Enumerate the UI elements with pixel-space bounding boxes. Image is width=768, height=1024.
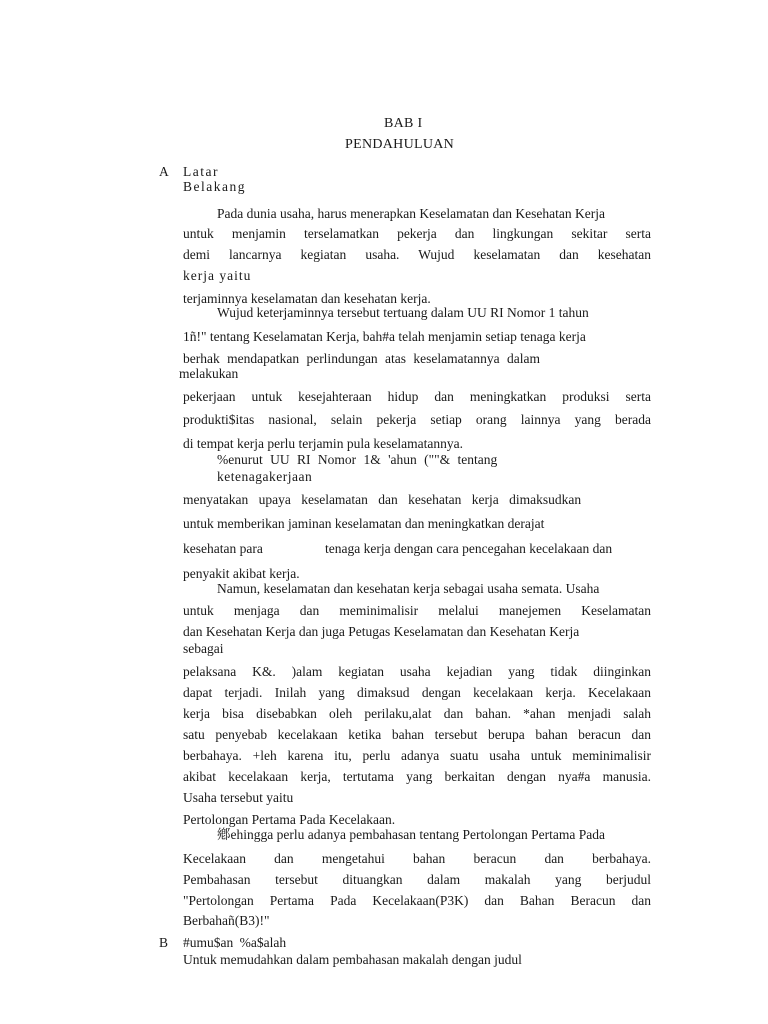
chapter-number: BAB I xyxy=(384,116,423,131)
section-a-title-line2: Belakang xyxy=(183,179,246,194)
paragraph-line: menyatakan upaya keselamatan dan kesehatan kerja dimaksudkan xyxy=(183,492,582,507)
paragraph-line: Kecelakaan dan mengetahui bahan beracun dan berbahaya. xyxy=(183,851,651,866)
paragraph-line: ketenagakerjaan xyxy=(217,469,313,484)
paragraph-line: sebagai xyxy=(183,641,224,656)
paragraph-line: Pertolongan Pertama Pada Kecelakaan. xyxy=(183,812,396,827)
paragraph-line: terjaminnya keselamatan dan kesehatan kerja. xyxy=(183,291,431,306)
paragraph-line: tenaga kerja dengan cara pencegahan kecelakaan dan xyxy=(325,541,613,556)
paragraph-line: untuk memberikan jaminan keselamatan dan meningkatkan derajat xyxy=(183,516,545,531)
paragraph-line: Berbahañ(B3)!" xyxy=(183,913,270,928)
paragraph-line: kerja bisa disebabkan oleh perilaku,alat dan bahan. *ahan menjadi salah xyxy=(183,706,651,721)
paragraph-line: demi lancarnya kegiatan usaha. Wujud keselamatan dan kesehatan xyxy=(183,247,651,262)
section-a-marker: A xyxy=(159,164,169,179)
paragraph-line: %enurut UU RI Nomor 1& 'ahun (""& tentang xyxy=(217,452,498,467)
paragraph-line: berhak mendapatkan perlindungan atas keselamatannya dalam xyxy=(183,351,540,366)
paragraph-line: 1ñ!" tentang Keselamatan Kerja, bah#a telah menjamin setiap tenaga kerja xyxy=(183,329,586,344)
paragraph-line: Usaha tersebut yaitu xyxy=(183,790,294,805)
paragraph-line: penyakit akibat kerja. xyxy=(183,566,300,581)
paragraph-line: "Pertolongan Pertama Pada Kecelakaan(P3K) dan Bahan Beracun dan xyxy=(183,893,651,908)
section-b-text: Untuk memudahkan dalam pembahasan makalah dengan judul xyxy=(183,952,522,967)
paragraph-line: produkti$itas nasional, selain pekerja setiap orang lainnya yang berada xyxy=(183,412,651,427)
paragraph-line: kesehatan para xyxy=(183,541,263,556)
section-b-marker: B xyxy=(159,935,169,950)
paragraph-line: Pembahasan tersebut dituangkan dalam makalah yang berjudul xyxy=(183,872,651,887)
paragraph-line: untuk menjaga dan meminimalisir melalui manejemen Keselamatan xyxy=(183,603,651,618)
paragraph-line: pelaksana K&. )alam kegiatan usaha kejadian yang tidak diinginkan xyxy=(183,664,651,679)
paragraph-line: untuk menjamin terselamatkan pekerja dan lingkungan sekitar serta xyxy=(183,226,651,241)
section-b-title: #umu$an %a$alah xyxy=(183,935,287,950)
paragraph-line: melakukan xyxy=(179,366,239,381)
paragraph-line: akibat kecelakaan kerja, tertutama yang berkaitan dengan nya#a manusia. xyxy=(183,769,651,784)
paragraph-line: dapat terjadi. Inilah yang dimaksud dengan kecelakaan kerja. Kecelakaan xyxy=(183,685,651,700)
paragraph-line: 鄕ehingga perlu adanya pembahasan tentang Pertolongan Pertama Pada xyxy=(217,827,605,842)
paragraph-line: pekerjaan untuk kesejahteraan hidup dan meningkatkan produksi serta xyxy=(183,389,651,404)
paragraph-line: berbahaya. +leh karena itu, perlu adanya suatu usaha untuk meminimalisir xyxy=(183,748,651,763)
paragraph-line: Wujud keterjaminnya tersebut tertuang dalam UU RI Nomor 1 tahun xyxy=(217,305,589,320)
chapter-title: PENDAHULUAN xyxy=(345,137,455,152)
paragraph-line: satu penyebab kecelakaan ketika bahan tersebut berupa bahan beracun dan xyxy=(183,727,651,742)
paragraph-line: Pada dunia usaha, harus menerapkan Keselamatan dan Kesehatan Kerja xyxy=(217,206,605,221)
paragraph-line: kerja yaitu xyxy=(183,268,252,283)
paragraph-line: di tempat kerja perlu terjamin pula keselamatannya. xyxy=(183,436,464,451)
paragraph-line: dan Kesehatan Kerja dan juga Petugas Keselamatan dan Kesehatan Kerja xyxy=(183,624,580,639)
paragraph-line: Namun, keselamatan dan kesehatan kerja sebagai usaha semata. Usaha xyxy=(217,581,600,596)
section-a-title-line1: Latar xyxy=(183,164,219,179)
